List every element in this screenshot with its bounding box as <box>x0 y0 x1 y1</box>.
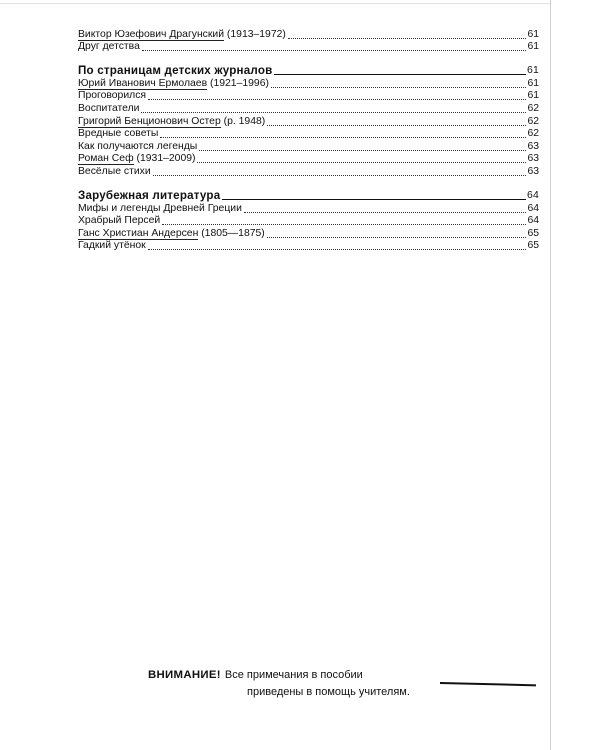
page-right-edge <box>550 0 551 750</box>
page-top-edge <box>0 3 550 4</box>
page-number: 61 <box>527 28 539 40</box>
toc-work-entry <box>78 102 539 115</box>
notice-warning-word: ВНИМАНИЕ! <box>148 669 221 681</box>
leader-dots <box>153 175 527 176</box>
toc-work-entry <box>78 240 539 253</box>
toc-work-entry <box>78 90 539 103</box>
toc-author-entry <box>78 77 539 90</box>
toc-work-entry <box>78 41 539 54</box>
notice-line-2: приведены в помощь учителям. <box>247 686 410 698</box>
page-number: 61 <box>527 77 539 89</box>
author-name: Григорий Бенционович Остер <box>78 115 221 127</box>
work-title: Друг детства <box>78 41 140 53</box>
toc-author-label <box>78 78 269 90</box>
page-number: 65 <box>527 240 539 252</box>
page-number: 63 <box>527 165 539 177</box>
author-years: (1921–1996) <box>210 77 269 89</box>
leader-dots <box>271 87 527 88</box>
toc-author-label <box>78 116 265 128</box>
page-number: 63 <box>527 153 539 165</box>
toc-work-entry <box>78 165 539 178</box>
author-name: Виктор Юзефович Драгунский <box>78 28 225 40</box>
toc-work-entry <box>78 140 539 153</box>
leader-dots <box>267 125 526 126</box>
toc-work-entry <box>78 202 539 215</box>
leader-dots <box>199 150 526 151</box>
toc-author-entry <box>78 227 539 240</box>
page-number: 65 <box>527 227 539 239</box>
work-title: Гадкий утёнок <box>78 240 146 252</box>
leader-dots <box>162 224 526 225</box>
leader-dots <box>142 50 527 51</box>
toc-author-label <box>78 29 286 41</box>
page-number: 61 <box>527 90 539 102</box>
leader-dots <box>148 249 527 250</box>
section-title: По страницам детских журналов <box>78 64 273 78</box>
leader-dots <box>244 212 527 213</box>
author-years: (р. 1948) <box>223 115 266 127</box>
work-title: Как получаются легенды <box>78 140 198 152</box>
page-number: 62 <box>527 102 539 114</box>
author-name: Роман Сеф <box>78 153 134 165</box>
leader-dots <box>160 137 526 138</box>
teacher-notice <box>148 667 448 701</box>
page-number: 64 <box>527 215 539 227</box>
toc-author-label <box>78 228 265 240</box>
toc-author-entry <box>78 28 539 41</box>
page-number: 61 <box>527 41 539 53</box>
toc-author-entry <box>78 115 539 128</box>
author-years: (1931–2009) <box>136 153 196 165</box>
notice-line-1: Все примечания в пособии <box>224 669 363 681</box>
leader-dots <box>197 162 526 163</box>
toc-section-heading <box>78 188 539 202</box>
notice-underline-stroke <box>440 682 536 686</box>
section-title: Зарубежная литература <box>78 188 221 202</box>
page-number: 64 <box>527 189 539 201</box>
page-number: 62 <box>527 128 539 140</box>
work-title: Вредные советы <box>78 128 159 140</box>
author-name: Юрий Иванович Ермолаев <box>78 77 208 89</box>
toc-work-entry <box>78 215 539 228</box>
page-number: 62 <box>527 115 539 127</box>
page-number: 61 <box>527 65 539 77</box>
leader-dots <box>288 38 527 39</box>
author-years: (1805—1875) <box>201 227 265 239</box>
toc-author-entry <box>78 153 539 166</box>
work-title: Весёлые стихи <box>78 165 151 177</box>
page-number: 64 <box>527 202 539 214</box>
table-of-contents <box>78 28 539 252</box>
page-number: 63 <box>527 140 539 152</box>
work-title: Воспитатели <box>78 102 140 114</box>
toc-author-label <box>78 153 195 165</box>
leader-dots <box>141 112 526 113</box>
leader-dots <box>222 199 526 200</box>
work-title: Храбрый Персей <box>78 215 161 227</box>
toc-section-heading <box>78 63 539 77</box>
leader-dots <box>267 237 527 238</box>
leader-dots <box>148 99 526 100</box>
work-title: Мифы и легенды Древней Греции <box>78 202 242 214</box>
leader-dots <box>274 74 526 75</box>
author-years: (1913–1972) <box>226 28 286 40</box>
work-title: Проговорился <box>78 90 147 102</box>
author-name: Ганс Христиан Андерсен <box>78 227 199 239</box>
toc-work-entry <box>78 128 539 141</box>
